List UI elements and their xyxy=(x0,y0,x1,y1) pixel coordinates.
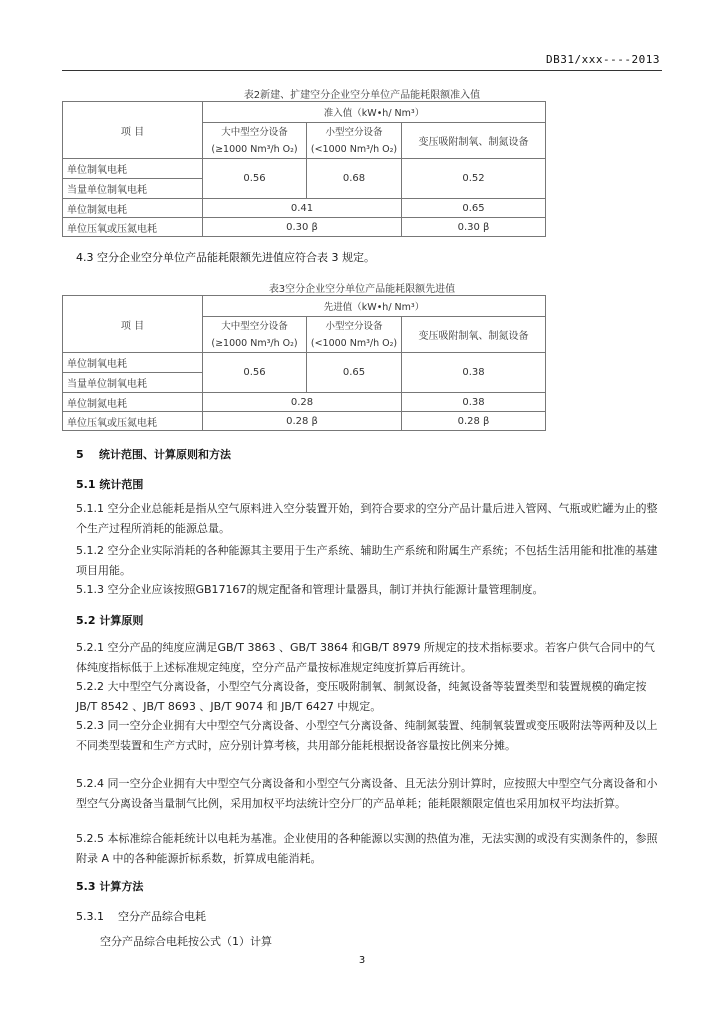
table2-row1-label: 单位制氧电耗 xyxy=(63,159,203,179)
table3-row12-v2: 0.65 xyxy=(307,353,402,393)
section-5-heading: 5 统计范围、计算原则和方法 xyxy=(76,448,231,461)
paragraph-5-2-1: 5.2.1 空分产品的纯度应满足GB/T 3863 、GB/T 3864 和GB/T 8979 所规定的技术指标要求。若客户供气合同中的气体纯度指标低于上述标准规定纯度，空分产品产量按标准规定纯度折算后再统计。 xyxy=(76,641,655,674)
table3-row3-label: 单位制氮电耗 xyxy=(63,393,203,412)
table2-row3-label: 单位制氮电耗 xyxy=(63,199,203,218)
table3-row3-v12: 0.28 xyxy=(203,393,402,412)
header-rule xyxy=(62,70,662,71)
table2-row12-v1: 0.56 xyxy=(203,159,307,199)
table3-row12-v1: 0.56 xyxy=(203,353,307,393)
table3-col2: 小型空分设备 (<1000 Nm³/h O₂) xyxy=(307,317,402,353)
table3-row3-v3: 0.38 xyxy=(402,393,546,412)
table2-value-header: 准入值（kW•h/ Nm³） xyxy=(203,102,546,123)
section-5-3-heading: 5.3 计算方法 xyxy=(76,880,144,893)
table2-row4-v12: 0.30 β xyxy=(203,218,402,237)
paragraph-5-2-5: 5.2.5 本标准综合能耗统计以电耗为基准。企业使用的各种能源以实测的热值为准，无法实测的或没有实测条件的，参照附录 A 中的各种能源折标系数，折算成电能消耗。 xyxy=(76,832,658,865)
table3-caption: 表3空分企业空分单位产品能耗限额先进值 xyxy=(268,284,456,295)
section-5-2-heading: 5.2 计算原则 xyxy=(76,614,144,627)
table2-row12-v3: 0.52 xyxy=(402,159,546,199)
page-number: 3 xyxy=(358,955,366,966)
table3 xyxy=(62,295,546,431)
table3-value-header: 先进值（kW•h/ Nm³） xyxy=(203,296,546,317)
table3-row4-label: 单位压氧或压氮电耗 xyxy=(63,412,203,431)
paragraph-5-2-4: 5.2.4 同一空分企业拥有大中型空气分离设备和小型空气分离设备、且无法分别计算时，应按照大中型空气分离设备和小型空气分离设备当量制气比例，采用加权平均法统计空分厂的产品单耗；能耗限额限定值也采用加权平均法折算。 xyxy=(76,777,658,810)
table2-col2: 小型空分设备 (<1000 Nm³/h O₂) xyxy=(307,123,402,159)
table2-row2-label: 当量单位制氧电耗 xyxy=(63,179,203,199)
paragraph-5-3-1: 空分产品综合电耗按公式（1）计算 xyxy=(100,935,272,948)
table2-row12-v2: 0.68 xyxy=(307,159,402,199)
table2-row4-label: 单位压氧或压氮电耗 xyxy=(63,218,203,237)
paragraph-5-2-3: 5.2.3 同一空分企业拥有大中型空气分离设备、小型空气分离设备、纯制氮装置、纯制氧装置或变压吸附法等两种及以上不同类型装置和生产方式时，应分别计算考核，共用部分能耗根据设备容量按比例来分摊。 xyxy=(76,719,658,752)
section-5-1-heading: 5.1 统计范围 xyxy=(76,478,144,491)
table3-row4-v3: 0.28 β xyxy=(402,412,546,431)
table2 xyxy=(62,101,546,237)
section-5-3-1-heading: 5.3.1 空分产品综合电耗 xyxy=(76,910,206,923)
header-code: DB31/xxx----2013 xyxy=(546,53,660,66)
paragraph-5-1-2: 5.1.2 空分企业实际消耗的各种能源其主要用于生产系统、辅助生产系统和附属生产系统；不包括生活用能和批准的基建项目用能。 xyxy=(76,544,658,577)
paragraph-5-1-3: 5.1.3 空分企业应该按照GB17167的规定配备和管理计量器具，制订并执行能源计量管理制度。 xyxy=(76,583,544,596)
table2-col3: 变压吸附制氧、制氮设备 xyxy=(402,123,546,159)
table2-item-header: 项 目 xyxy=(63,102,203,159)
paragraph-5-1-1: 5.1.1 空分企业总能耗是指从空气原料进入空分装置开始，到符合要求的空分产品计量后进入管网、气瓶或贮罐为止的整个生产过程所消耗的能源总量。 xyxy=(76,502,658,535)
table3-row12-v3: 0.38 xyxy=(402,353,546,393)
table2-row3-v3: 0.65 xyxy=(402,199,546,218)
table2-row4-v3: 0.30 β xyxy=(402,218,546,237)
table3-row4-v12: 0.28 β xyxy=(203,412,402,431)
table3-row1-label: 单位制氧电耗 xyxy=(63,353,203,373)
table3-item-header: 项 目 xyxy=(63,296,203,353)
clause-4-3: 4.3 空分企业空分单位产品能耗限额先进值应符合表 3 规定。 xyxy=(76,251,375,264)
table2-row3-v12: 0.41 xyxy=(203,199,402,218)
table3-row2-label: 当量单位制氧电耗 xyxy=(63,373,203,393)
table2-col1: 大中型空分设备 (≥1000 Nm³/h O₂) xyxy=(203,123,307,159)
paragraph-5-2-2: 5.2.2 大中型空气分离设备，小型空气分离设备，变压吸附制氧、制氮设备，纯氮设备等装置类型和装置规模的确定按 JB/T 8542 、JB/T 8693 、JB/T 9074 和 JB/T 6427 中规定。 xyxy=(76,680,647,713)
table3-col3: 变压吸附制氧、制氮设备 xyxy=(402,317,546,353)
table2-caption: 表2新建、扩建空分企业空分单位产品能耗限额准入值 xyxy=(243,90,481,101)
table3-col1: 大中型空分设备 (≥1000 Nm³/h O₂) xyxy=(203,317,307,353)
